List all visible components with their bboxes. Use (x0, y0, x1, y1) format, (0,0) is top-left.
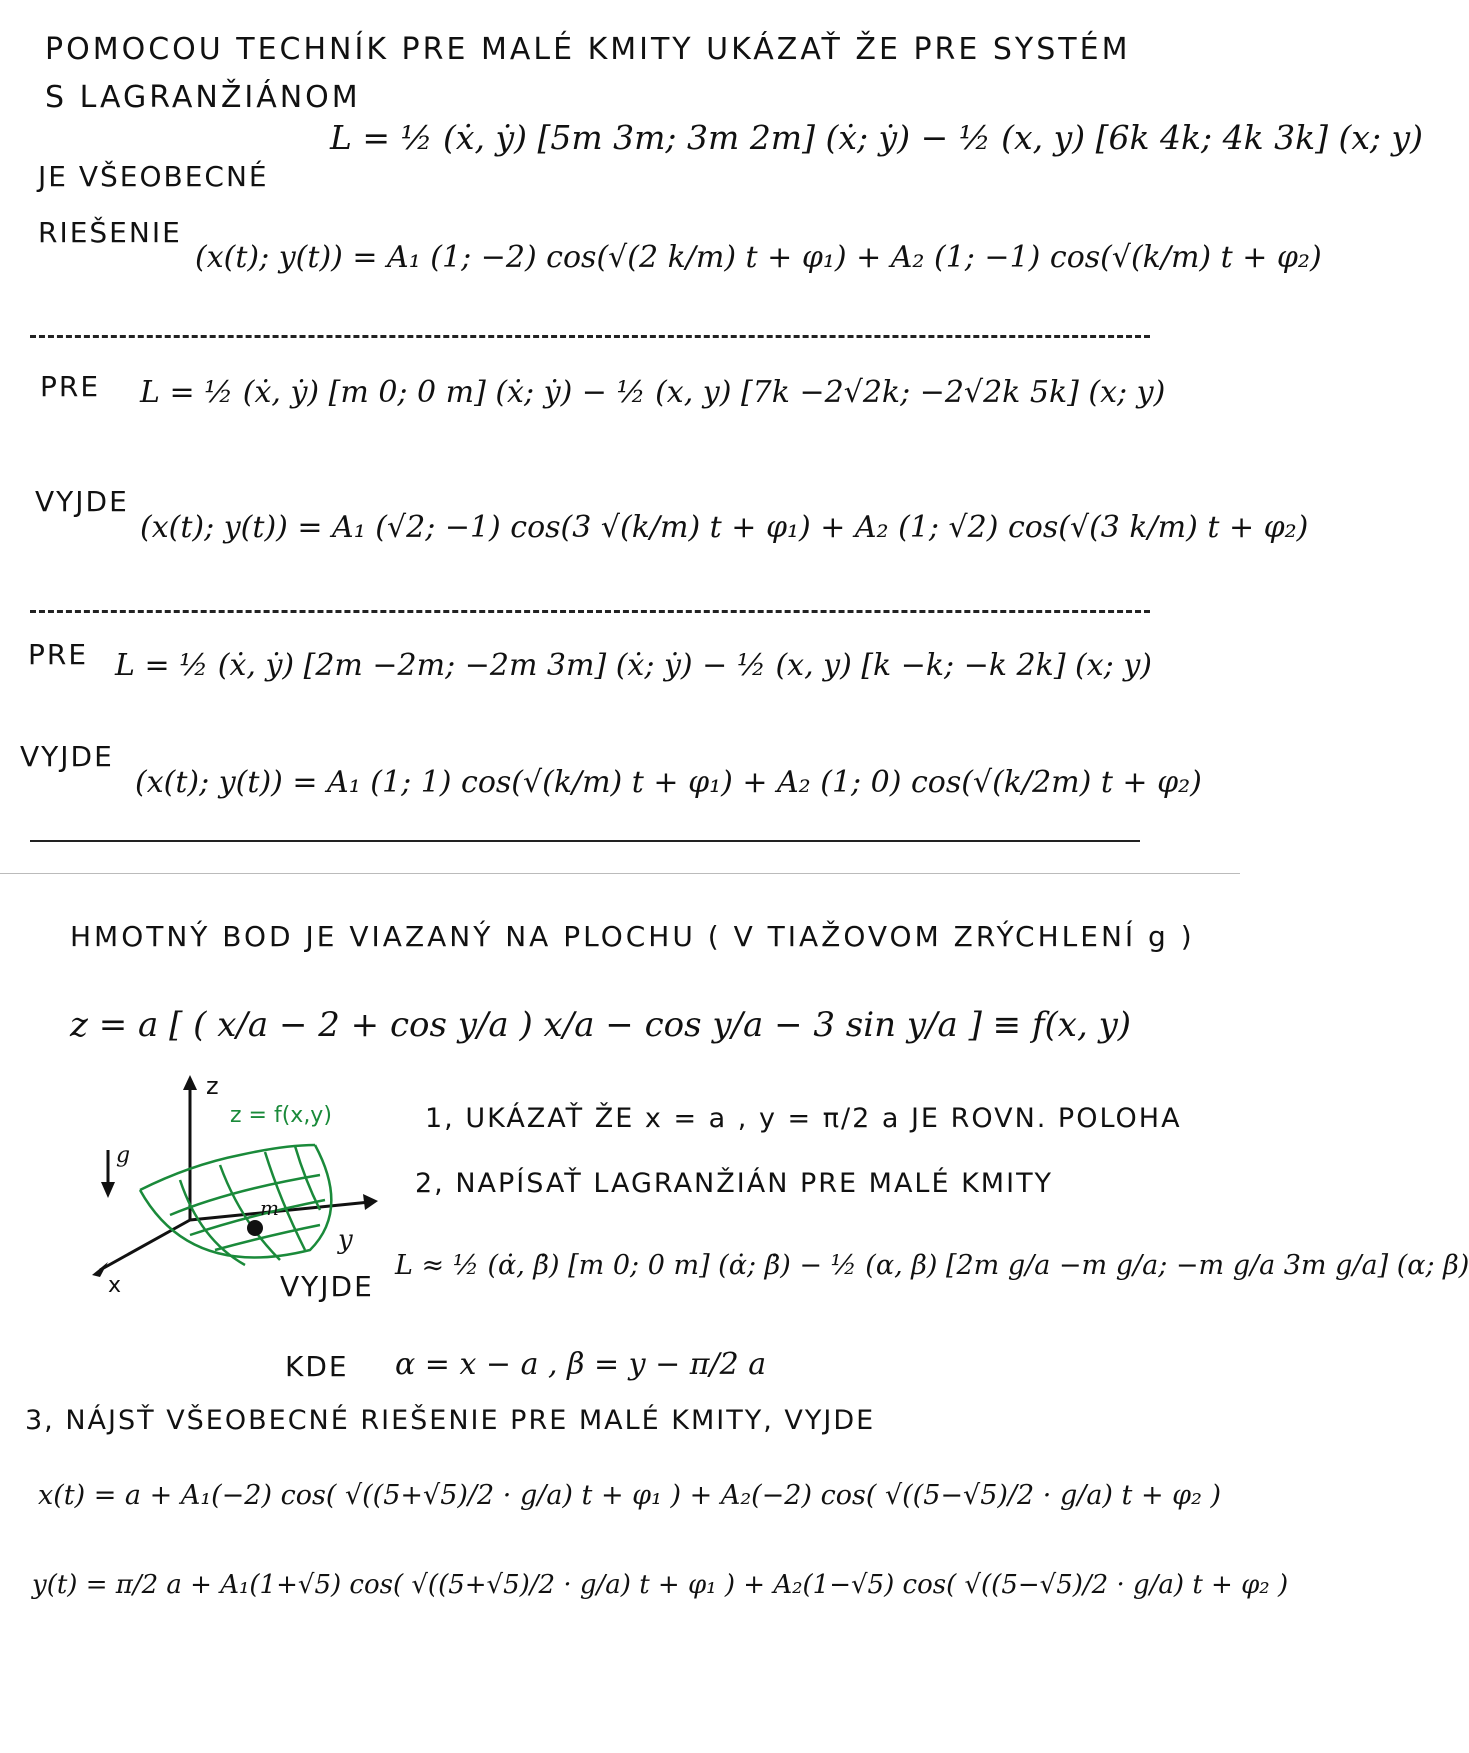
gravity-arrow-head (101, 1182, 115, 1198)
surface-sketch (80, 1070, 400, 1300)
problem3-solution: (x(t); y(t)) = A₁ (1; 1) cos(√(k/m) t + φ₁) + A₂ (1; 0) cos(√(k/2m) t + φ₂) (135, 765, 1202, 800)
problem1-title-line1: POMOCOU TECHNÍK PRE MALÉ KMITY UKÁZAŤ ŽE PRE SYSTÉM (45, 32, 1131, 67)
problem4-lagrangian: L ≈ ½ (α̇, β̇) [m 0; 0 m] (α̇; β̇) − ½ (α, β) [2m g/a −m g/a; −m g/a 3m g/a] (α; β) (395, 1250, 1469, 1281)
z-axis-label: z (206, 1072, 219, 1100)
y-axis-label: y (338, 1225, 353, 1255)
mass-label: m (260, 1196, 279, 1220)
problem4-result-label: VYJDE (280, 1270, 374, 1303)
problem1-label-solution: RIEŠENIE (38, 216, 182, 249)
problem4-surface: z = a [ ( x/a − 2 + cos y/a ) x/a − cos y/a − 3 sin y/a ] ≡ f(x, y) (70, 1005, 1132, 1045)
problem3-label-for: PRE (28, 638, 89, 671)
problem4-where-label: KDE (285, 1350, 349, 1383)
separator-dashed-1 (30, 335, 1150, 338)
mass-point (247, 1220, 263, 1236)
y-axis-arrow (363, 1194, 378, 1210)
surface-label: z = f(x,y) (230, 1103, 332, 1128)
problem4-y-solution: y(t) = π/2 a + A₁(1+√5) cos( √((5+√5)/2 · g/a) t + φ₁ ) + A₂(1−√5) cos( √((5−√5)/2 · g/a) t + φ₂ ) (32, 1570, 1289, 1600)
problem2-lagrangian: L = ½ (ẋ, ẏ) [m 0; 0 m] (ẋ; ẏ) − ½ (x, y) [7k −2√2k; −2√2k 5k] (x; y) (140, 375, 1166, 410)
problem4-x-solution: x(t) = a + A₁(−2) cos( √((5+√5)/2 · g/a) t + φ₁ ) + A₂(−2) cos( √((5−√5)/2 · g/a) t + φ₂ ) (38, 1480, 1222, 1511)
problem3-label-result: VYJDE (20, 740, 114, 773)
x-axis-label: x (108, 1273, 122, 1298)
problem2-label-for: PRE (40, 370, 101, 403)
problem2-label-result: VYJDE (35, 485, 129, 518)
surface-mesh (140, 1145, 331, 1265)
separator-solid-1 (30, 840, 1140, 842)
problem1-solution: (x(t); y(t)) = A₁ (1; −2) cos(√(2 k/m) t + φ₁) + A₂ (1; −1) cos(√(k/m) t + φ₂) (195, 240, 1322, 275)
problem4-task3: 3, NÁJSŤ VŠEOBECNÉ RIEŠENIE PRE MALÉ KMITY, VYJDE (25, 1405, 876, 1436)
x-axis (100, 1220, 190, 1270)
problem3-lagrangian: L = ½ (ẋ, ẏ) [2m −2m; −2m 3m] (ẋ; ẏ) − ½ (x, y) [k −k; −k 2k] (x; y) (115, 648, 1152, 683)
problem4-substitution: α = x − a , β = y − π/2 a (395, 1347, 767, 1382)
z-axis-arrow (183, 1075, 197, 1090)
separator-dashed-2 (30, 610, 1150, 613)
problem1-title-line2: S LAGRANŽIÁNOM (45, 80, 361, 115)
x-axis-arrow (92, 1262, 108, 1277)
problem1-label-general: JE VŠEOBECNÉ (38, 160, 269, 193)
problem4-task1: 1, UKÁZAŤ ŽE x = a , y = π/2 a JE ROVN. POLOHA (425, 1103, 1182, 1134)
problem1-lagrangian: L = ½ (ẋ, ẏ) [5m 3m; 3m 2m] (ẋ; ẏ) − ½ (x, y) [6k 4k; 4k 3k] (x; y) (330, 118, 1424, 157)
page-cut-line (0, 873, 1240, 874)
problem2-solution: (x(t); y(t)) = A₁ (√2; −1) cos(3 √(k/m) t + φ₁) + A₂ (1; √2) cos(√(3 k/m) t + φ₂) (140, 510, 1309, 545)
problem4-task2: 2, NAPÍSAŤ LAGRANŽIÁN PRE MALÉ KMITY (415, 1168, 1054, 1199)
problem4-title: HMOTNÝ BOD JE VIAZANÝ NA PLOCHU ( V TIAŽOVOM ZRÝCHLENÍ g ) (70, 920, 1195, 953)
gravity-label: g (116, 1143, 131, 1168)
